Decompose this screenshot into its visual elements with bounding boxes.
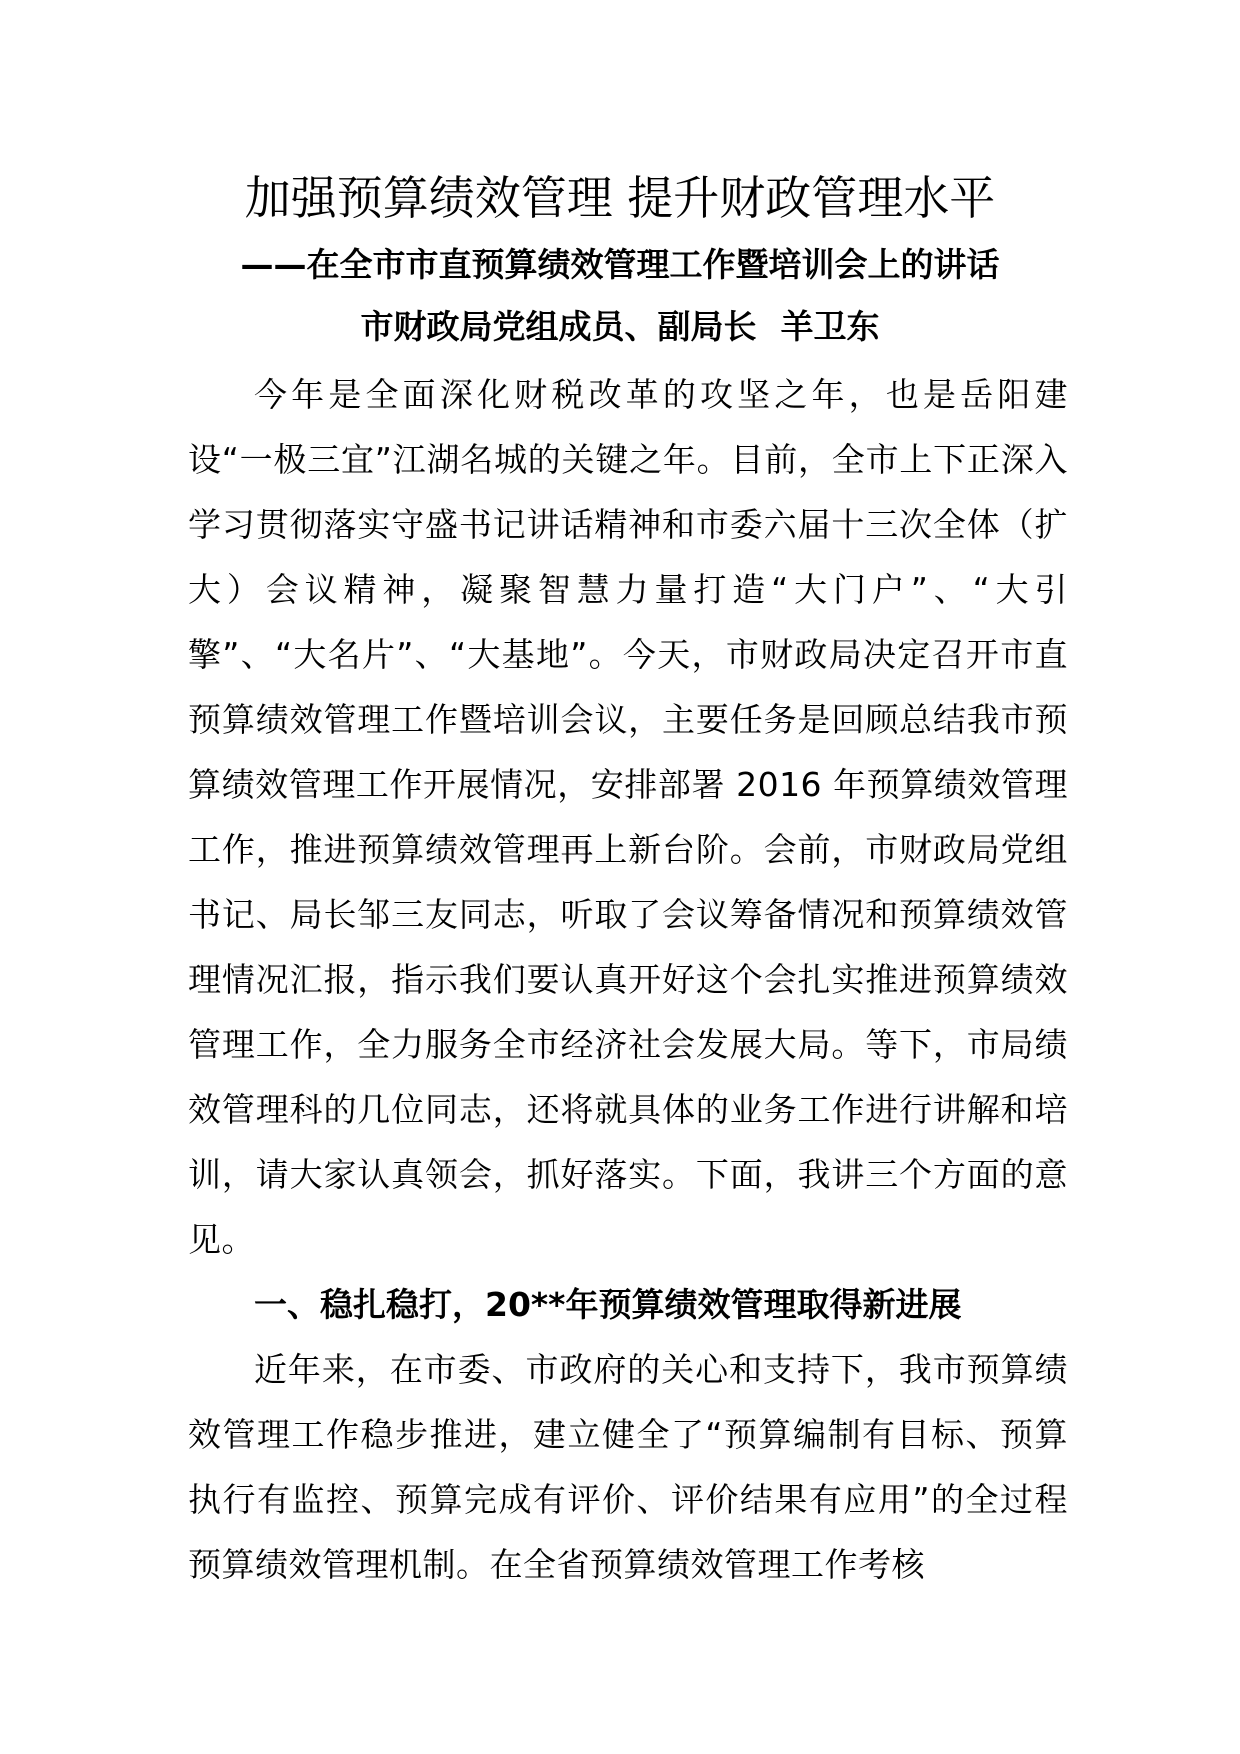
document-subtitle: ——在全市市直预算绩效管理工作暨培训会上的讲话: [240, 245, 1000, 284]
author-line: [150, 302, 1090, 352]
document-body: [188, 362, 1068, 1597]
author-role: 市财政局党组成员、副局长: [360, 307, 757, 346]
document-title: 加强预算绩效管理 提升财政管理水平: [244, 171, 996, 225]
section-paragraph: 近年来，在市委、市政府的关心和支持下，我市预算绩效管理工作稳步推进，建立健全了“预算编制有目标、预算执行有监控、预算完成有评价、评价结果有应用”的全过程预算绩效管理机制。在全省预算绩效管理工作考核: [188, 1350, 1068, 1584]
author-name: 羊卫东: [780, 307, 880, 346]
section-heading: 一、稳扎稳打，20**年预算绩效管理取得新进展: [254, 1285, 962, 1324]
intro-paragraph: 今年是全面深化财税改革的攻坚之年，也是岳阳建设“一极三宜”江湖名城的关键之年。目前，全市上下正深入学习贯彻落实守盛书记讲话精神和市委六届十三次全体（扩大）会议精神，凝聚智慧力量打造“大门户”、“大引擎”、“大名片”、“大基地”。今天，市财政局决定召开市直预算绩效管理工作暨培训会议，主要任务是回顾总结我市预算绩效管理工作开展情况，安排部署 2016 年预算绩效管理工作，推进预算绩效管理再上新台阶。会前，市财政局党组书记、局长邹三友同志，听取了会议筹备情况和预算绩效管理情况汇报，指示我们要认真开好这个会扎实推进预算绩效管理工作，全力服务全市经济社会发展大局。等下，市局绩效管理科的几位同志，还将就具体的业务工作进行讲解和培训，请大家认真领会，抓好落实。下面，我讲三个方面的意见。: [188, 375, 1068, 1259]
